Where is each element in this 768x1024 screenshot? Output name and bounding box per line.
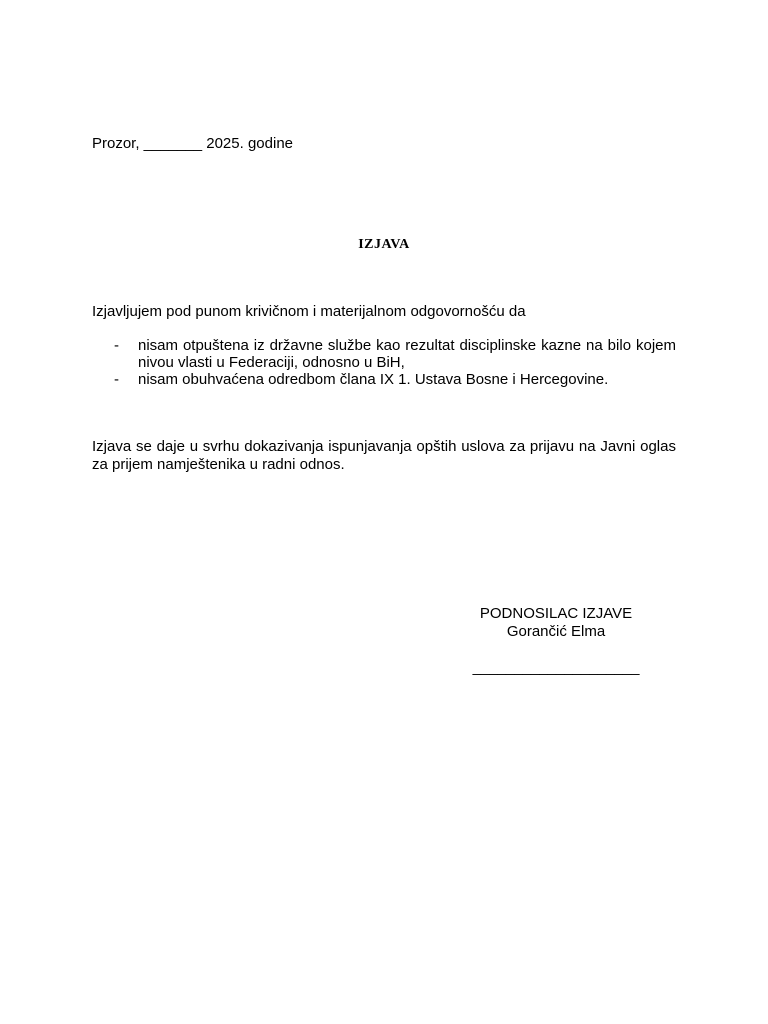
bullet-dash: - [114,371,119,388]
place-date-line: Prozor, _______ 2025. godine [92,135,293,152]
bullet-dash: - [114,337,119,354]
signer-name: Gorančić Elma [506,623,606,640]
statement-text: nisam obuhvaćena odredbom člana IX 1. Ustava Bosne i Hercegovine. [138,371,609,388]
intro-sentence: Izjavljujem pod punom krivičnom i materijalnom odgovornošću da [92,303,526,320]
signature-block [466,605,646,677]
document-title: IZJAVA [358,237,410,252]
signature-line: ____________________ [472,659,640,676]
statement-item [92,371,676,388]
statement-item [92,337,676,371]
statement-list [92,337,676,388]
statement-text: nisam otpuštena iz državne službe kao rezultat disciplinske kazne na bilo kojem nivou vlasti u Federaciji, odnosno u BiH, [138,337,676,371]
signer-role: PODNOSILAC IZJAVE [479,605,633,622]
closing-paragraph: Izjava se daje u svrhu dokazivanja ispunjavanja opštih uslova za prijavu na Javni oglas za prijem namještenika u radni odnos. [92,438,676,473]
